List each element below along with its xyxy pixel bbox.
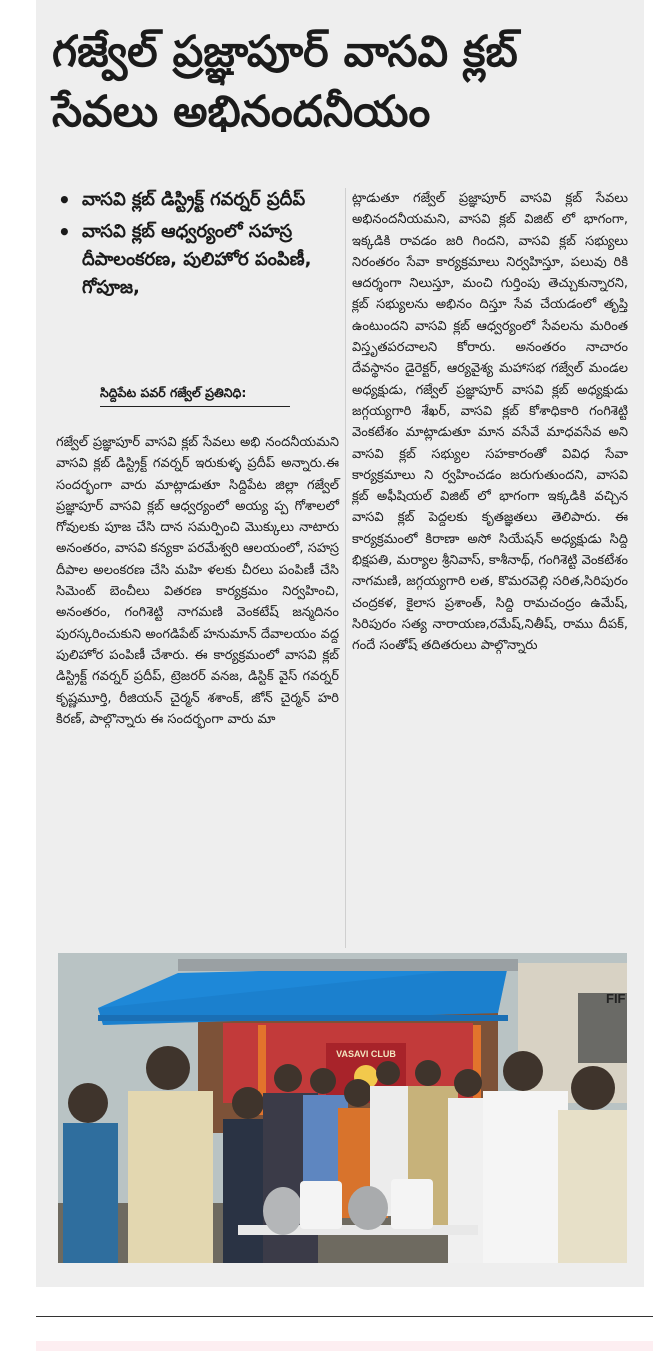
article-highlights xyxy=(52,186,342,306)
article-body-left-column: గజ్వేల్ ప్రజ్ఞాపూర్ వాసవి క్లబ్ సేవలు అభి నందనీయమని వాసవి క్లబ్ డిస్ట్రిక్ట్ గవర్నర్ ఇరుకుళ్ళ ప్రదీప్ అన్నారు.ఈ సందర్భంగా వారు మాట్లాడుతూ సిద్దిపేట జిల్లా గజ్వేల్ ప్రజ్ఞాపూర్ వాసవి క్లబ్ ఆధ్వర్యంలో అయ్య ప్ప గోశాలలో గోవులకు పూజ చేసి దాన సమర్పించి మొక్కులు నాటారు అనంతరం, వాసవి కన్యకా పరమేశ్వరి ఆలయంలో, సహస్ర దీపాల అలంకరణ చేసి మహి ళలకు చీరలు పంపిణీ చేసి సిమెంట్ బెంచీలు వితరణ కార్యక్రమం నిర్వహించి, అనంతరం, గంగిశెట్టి నాగమణి వెంకటేష్ జన్మదినం పురస్కరించుకుని అంగడిపేట్ హనుమాన్ దేవాలయం వద్ద పులిహోర పంపిణీ చేశారు. ఈ కార్యక్రమంలో వాసవి క్లబ్ డిస్ట్రిక్ట్ గవర్నర్ ప్రదీప్, ట్రెజరర్ వనజ, డిస్టిక్ వైస్ గవర్నర్ కృష్ణమూర్తి, రీజియన్ చైర్మన్ శశాంక్, జోన్ చైర్మన్ హరి కిరణ్, పాల్గొన్నారు ఈ సందర్భంగా వారు మా xyxy=(56,435,339,727)
shop-sign-text: FIF xyxy=(606,991,626,1006)
bottom-strip xyxy=(36,1341,653,1351)
page-divider xyxy=(36,1316,653,1317)
banner-text: VASAVI CLUB xyxy=(336,1049,396,1059)
article-body-right-column: ట్లాడుతూ గజ్వేల్ ప్రజ్ఞాపూర్ వాసవి క్లబ్ సేవలు అభినందనీయమని, వాసవి క్లబ్ విజిట్ లో భాగంగా, ఇక్కడికి రావడం జరి గిందని, వాసవి క్లబ్ సభ్యులు నిరంతరం సేవా కార్యక్రమాలు నిర్వహిస్తూ, పలువు రికి ఆదర్శంగా నిలుస్తూ, మంచి గుర్తింపు తెచ్చుకున్నారని, క్లబ్ సభ్యులను అభినం దిస్తూ సేవ చేయడంలో తృప్తి ఉంటుందని వాసవి క్లబ్ ఆధ్వర్యంలో సేవలను మరింత విస్తృతపరచాలని కోరారు. అనంతరం నాచారం దేవస్థానం డైరెక్టర్, ఆర్యవైశ్య మహాసభ గజ్వేల్ మండల అధ్యక్షుడు, గజ్వేల్ ప్రజ్ఞాపూర్ వాసవి క్లబ్ అధ్యక్షుడు జగ్గయ్యగారి శేఖర్, వాసవి క్లబ్ కోశాధికారి గంగిశెట్టి వెంకటేశం మాట్లాడుతూ మాన వసేవే మాధవసేవ అని వాసవి క్లబ్ సభ్యుల సహకారంతో వివిధ సేవా కార్యక్రమాలు ని ర్వహించడం జరుగుతుందని, వాసవి క్లబ్ అఫీషియల్ విజిట్ లో భాగంగా ఇక్కడికి వచ్చిన వాసవి క్లబ్ పెద్దలకు కృతజ్ఞతలు తెలిపారు. ఈ కార్యక్రమంలో కిరాణా అసో సియేషన్ అధ్యక్షుడు సిద్ది భిక్షపతి, మర్యాల శ్రీనివాస్, కాశీనాథ్, గంగిశెట్టి వెంకటేశం నాగమణి, జగ్గయ్యగారి లత, కొమరవెల్లి సరిత,సిరిపురం చంద్రకళ, కైలాస ప్రశాంత్, సిద్ది రామచంద్రం ఉమేష్, సిరిపురం సత్య నారాయణ,రమేష్,నితీష్, రాము దీపక్, గందే సంతోష్ తదితరులు పాల్గొన్నారు xyxy=(352,191,628,654)
column-divider xyxy=(345,188,346,948)
highlight-item: • వాసవి క్లబ్ డిస్ట్రిక్ట్ గవర్నర్ ప్రదీప్ xyxy=(52,186,342,214)
highlight-item: • వాసవి క్లబ్ ఆధ్వర్యంలో సహస్ర దీపాలంకరణ, పులిహోర పంపిణీ, గోపూజ, xyxy=(52,218,342,302)
article-headline: గజ్వేల్ ప్రజ్ఞాపూర్ వాసవి క్లబ్ సేవలు అభినందనీయం xyxy=(52,27,518,137)
event-group-photo xyxy=(58,953,627,1263)
article-byline: సిద్దిపేట పవర్ గజ్వేల్ ప్రతినిధి: xyxy=(100,384,290,407)
